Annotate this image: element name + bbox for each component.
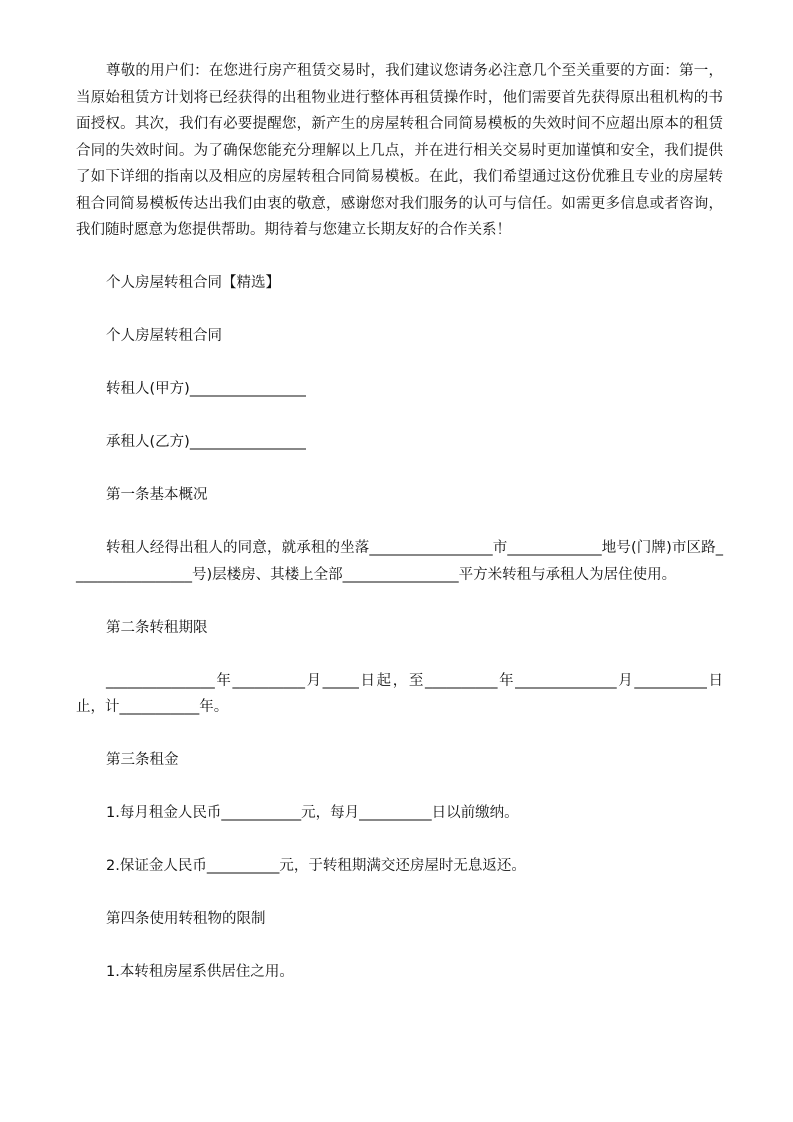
party-b-line: 承租人(乙方)________________ — [106, 434, 306, 450]
article-2-title: 第二条转租期限 — [106, 619, 208, 636]
article-2-body: _______________年__________月_____日起，至__________年______________月__________日止，计___________年。 — [76, 672, 723, 715]
contract-title: 个人房屋转租合同 — [106, 328, 222, 344]
article-1-body: 转租人经得出租人的同意，就承租的坐落_________________市_____________地号(门牌)市区路_________________号)层楼房、其楼上全部________________平方米转租与承租人为居住使用。 — [76, 540, 723, 583]
party-a-line: 转租人(甲方)________________ — [106, 381, 306, 397]
heading-featured: 个人房屋转租合同【精选】 — [106, 275, 280, 291]
article-3-item-1: 1.每月租金人民币___________元，每月__________日以前缴纳。 — [106, 805, 519, 821]
article-3-item-2: 2.保证金人民币__________元，于转租期满交还房屋时无息返还。 — [106, 858, 526, 874]
article-1-title: 第一条基本概况 — [106, 487, 208, 503]
article-4-item-1: 1.本转租房屋系供居住之用。 — [106, 964, 294, 980]
article-4-title: 第四条使用转租物的限制 — [106, 911, 266, 927]
intro-paragraph: 尊敬的用户们：在您进行房产租赁交易时，我们建议您请务必注意几个至关重要的方面：第一，当原始租赁方计划将已经获得的出租物业进行整体再租赁操作时，他们需要首先获得原出租机构的书面授权。其次，我们有必要提醒您，新产生的房屋转租合同简易模板的失效时间不应超出原本的租赁合同的失效时间。为了确保您能充分理解以上几点，并在进行相关交易时更加谨慎和安全，我们提供了如下详细的指南以及相应的房屋转租合同简易模板。在此，我们希望通过这份优雅且专业的房屋转租合同简易模板传达出我们由衷的敬意，感谢您对我们服务的认可与信任。如需更多信息或者咨询，我们随时愿意为您提供帮助。期待着与您建立长期友好的合作关系！ — [76, 63, 723, 238]
article-3-title: 第三条租金 — [106, 752, 179, 768]
